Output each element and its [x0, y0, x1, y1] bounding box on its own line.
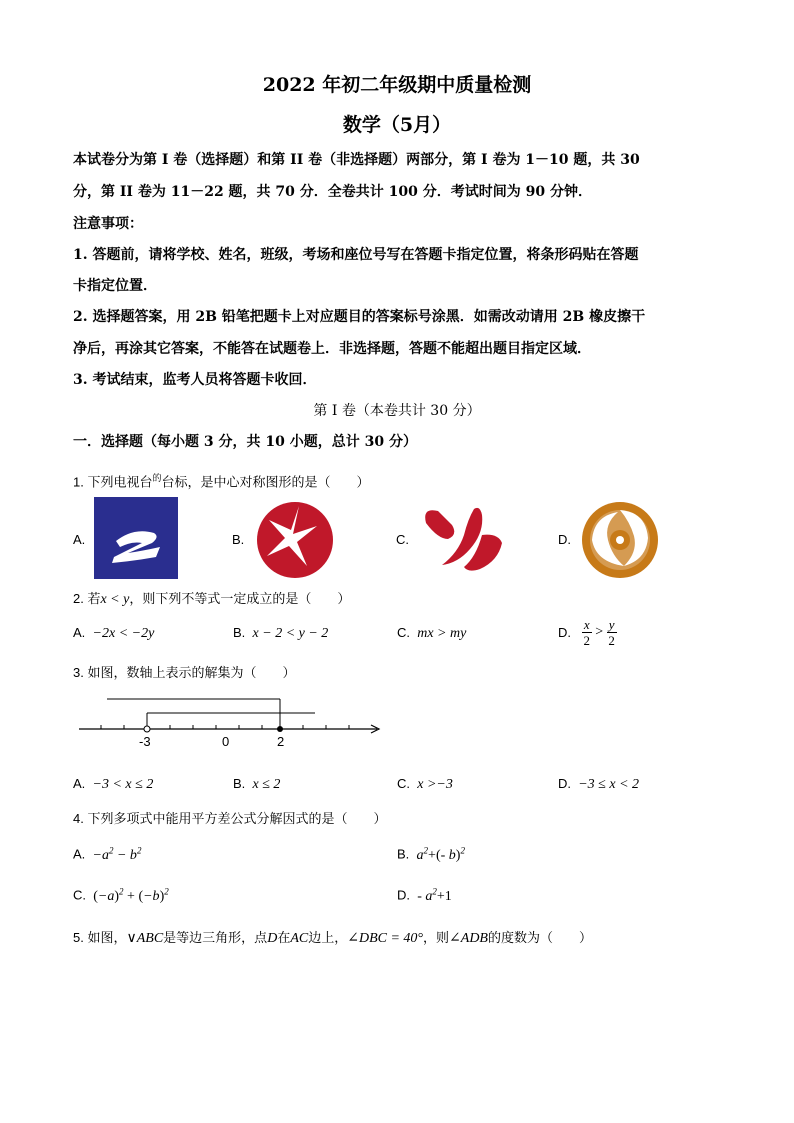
q4-option-b: B. $a^2+(-$ b)$^2$ [397, 845, 465, 863]
tick-label-2: 2 [277, 734, 285, 749]
q3-option-a: A. −3 < x ≤ 2 [73, 776, 154, 792]
tv-logo-c-image [418, 505, 504, 575]
q2-option-c: C. mx > my [397, 625, 467, 641]
question-1-stem: 1. 下列电视台$^的$台标，是中心对称图形的是（ ） [73, 473, 370, 490]
q4-option-d: D. - $a^2+1$ [397, 886, 452, 904]
question-3-stem: 3. 如图，数轴上表示的解集为（ ） [73, 665, 296, 680]
note-1-line-1: 1. 答题前，请将学校、姓名，班级，考场和座位号写在答题卡指定位置，将条形码贴在答题 [73, 247, 639, 263]
number-line-figure [75, 693, 385, 753]
page-title: 2022 年初二年级期中质量检测 [262, 74, 532, 96]
question-2-stem: 2. 若x < y，则下列不等式一定成立的是（ ） [73, 591, 351, 607]
q4-option-c: C. $(-a)^2 + (-b)^2$ [73, 886, 169, 904]
q1-option-b-label: B. [232, 532, 245, 547]
tick-label-minus-3: -3 [139, 734, 151, 749]
intro-line-2: 分，第 II 卷为 11－22 题，共 70 分．全卷共计 100 分．考试时间为 90 分钟． [73, 184, 592, 200]
note-3: 3. 考试结束，监考人员将答题卡收回． [73, 372, 317, 388]
q4-option-a: A. $-a^2 - b^2$ [73, 845, 142, 863]
tv-logo-b-image [255, 500, 335, 580]
section-1-heading: 一．选择题（每小题 3 分，共 10 小题，总计 30 分） [73, 434, 417, 450]
q2-option-a: A. −2x < −2y [73, 625, 155, 641]
notes-heading: 注意事项： [73, 216, 143, 232]
q3-option-c: C. x >−3 [397, 776, 453, 792]
q3-option-b: B. x ≤ 2 [233, 776, 281, 792]
page-subtitle: 数学（5月） [342, 114, 452, 136]
note-1-line-2: 卡指定位置． [73, 278, 157, 294]
q3-option-d: D. −3 ≤ x < 2 [558, 776, 640, 792]
q1-option-c-label: C. [396, 532, 409, 547]
question-5-stem: 5. 如图，∨ABC是等边三角形，点D在AC边上，∠DBC = 40°，则∠ADB的度数为（ ） [73, 930, 592, 946]
q1-option-d-label: D. [558, 532, 571, 547]
intro-line-1: 本试卷分为第 I 卷（选择题）和第 II 卷（非选择题）两部分，第 I 卷为 1－10 题，共 30 [73, 152, 640, 168]
part-1-heading: 第 I 卷（本卷共计 30 分） [313, 403, 481, 419]
question-4-stem: 4. 下列多项式中能用平方差公式分解因式的是（ ） [73, 811, 387, 826]
tick-label-0: 0 [222, 734, 230, 749]
q2-option-d: D. $\frac{x}{2}$ > $\frac{y}{2}$ [558, 617, 615, 648]
tv-logo-a-image [94, 497, 178, 579]
open-endpoint-marker [144, 726, 150, 732]
note-2-line-1: 2. 选择题答案，用 2B 铅笔把题卡上对应题目的答案标号涂黑．如需改动请用 2B 橡皮擦干 [73, 309, 646, 325]
note-2-line-2: 净后，再涂其它答案，不能答在试题卷上．非选择题，答题不能超出题目指定区域． [73, 341, 591, 357]
tv-logo-d-image [580, 500, 660, 580]
q1-option-a-label: A. [73, 532, 86, 547]
closed-endpoint-marker [277, 726, 283, 732]
q2-option-b: B. x − 2 < y − 2 [233, 625, 329, 641]
